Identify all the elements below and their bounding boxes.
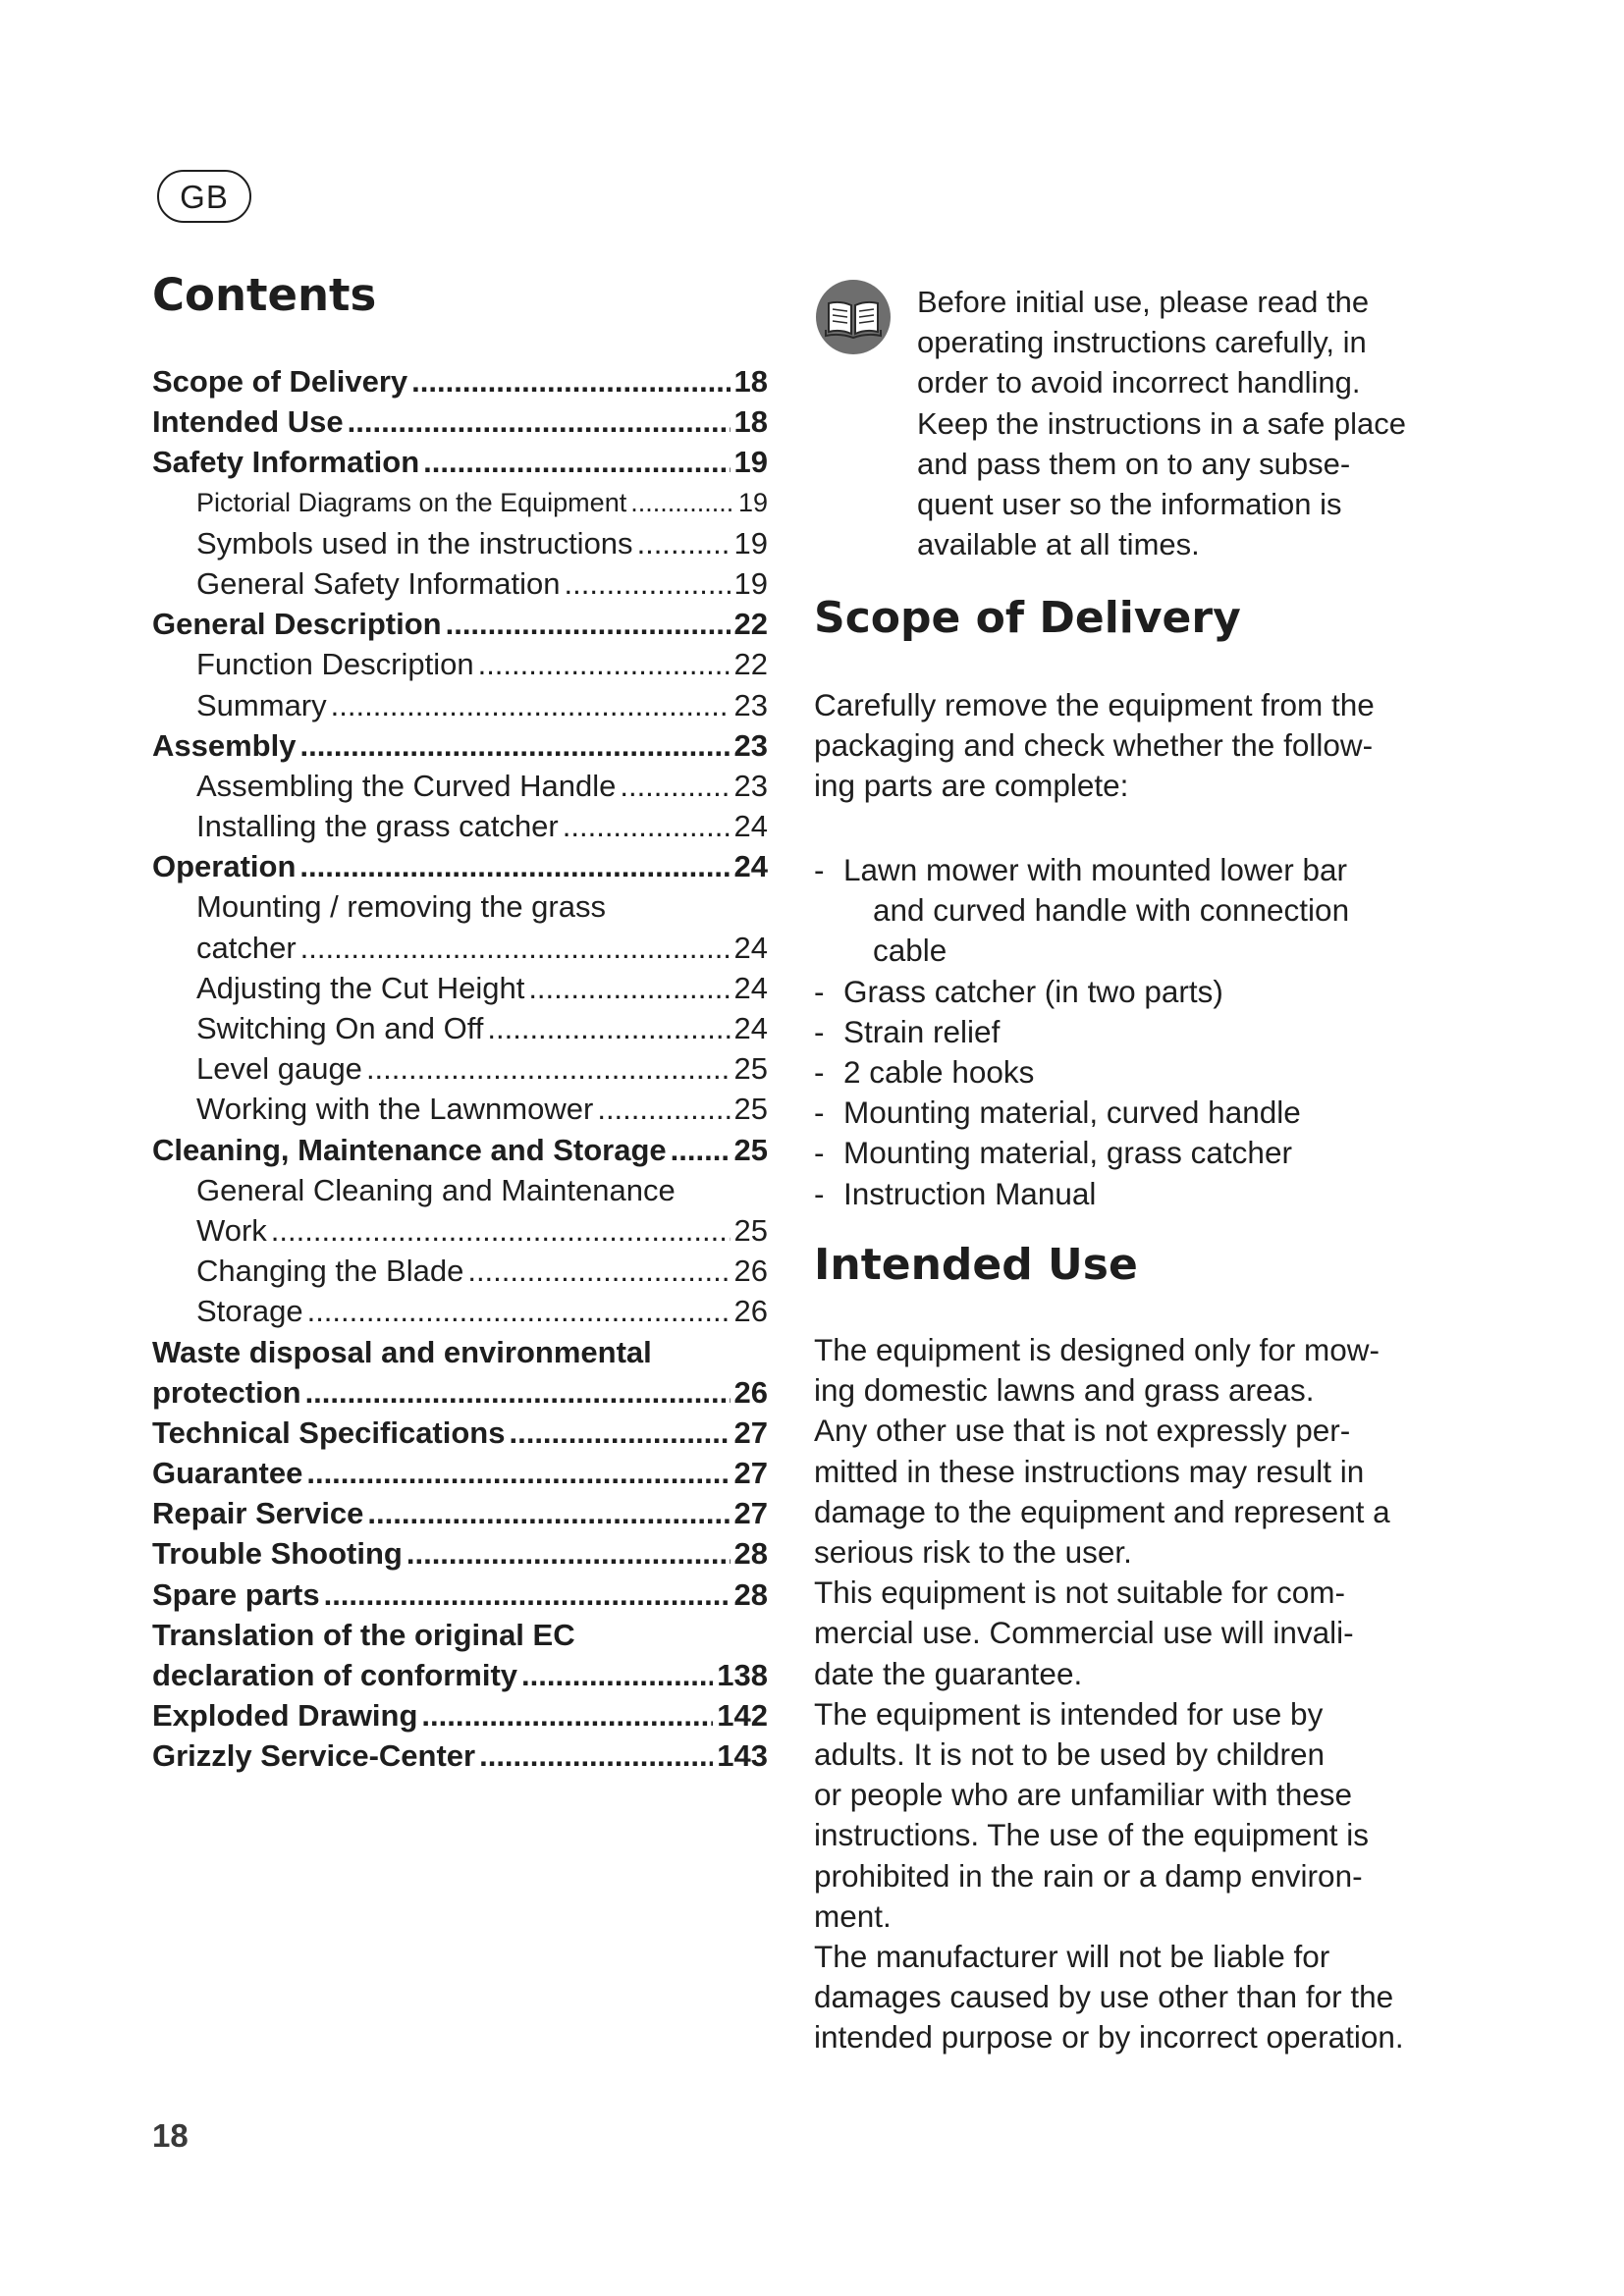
scope-intro-line: packaging and check whether the follow-: [814, 727, 1374, 764]
list-item-continuation: cable: [873, 933, 947, 969]
toc-entry-general-cleaning-line1[interactable]: General Cleaning and Maintenance: [196, 1172, 676, 1207]
list-item: - Mounting material, grass catcher: [814, 1135, 1292, 1171]
toc-entry-waste-disposal-protection[interactable]: protection ..... 26: [152, 1372, 768, 1413]
toc-entry-general-cleaning-work[interactable]: Work ..... 25: [152, 1210, 768, 1251]
list-item: - Instruction Manual: [814, 1175, 1097, 1211]
toc-entry-general-safety-information[interactable]: General Safety Information ..... 19: [152, 563, 768, 604]
toc-entry-symbols-used[interactable]: Symbols used in the instructions ..... 19: [152, 523, 768, 563]
intended-use-line: mitted in these instructions may result in: [814, 1453, 1365, 1489]
list-item-continuation: and curved handle with connection: [873, 892, 1350, 929]
intended-use-line: date the guarantee.: [814, 1655, 1083, 1691]
intended-use-line: This equipment is not suitable for com-: [814, 1575, 1345, 1611]
table-of-contents: [152, 361, 768, 1777]
toc-entry-spare-parts[interactable]: Spare parts ..... 28: [152, 1575, 768, 1615]
intended-use-line: The manufacturer will not be liable for: [814, 1939, 1330, 1975]
intended-use-line: ment.: [814, 1897, 892, 1934]
toc-entry-intended-use[interactable]: Intended Use ..... 18: [152, 401, 768, 442]
toc-entry-switching-on-off[interactable]: Switching On and Off ..... 24: [152, 1008, 768, 1048]
scope-of-delivery-heading: Scope of Delivery: [814, 593, 1241, 643]
notice-line: order to avoid incorrect handling.: [917, 365, 1361, 400]
intended-use-line: prohibited in the rain or a damp environ-: [814, 1857, 1363, 1894]
toc-entry-scope-of-delivery[interactable]: Scope of Delivery ..... 18: [152, 361, 768, 401]
toc-entry-level-gauge[interactable]: Level gauge ..... 25: [152, 1048, 768, 1089]
list-item: - 2 cable hooks: [814, 1054, 1035, 1091]
intended-use-text: [814, 1330, 1404, 2058]
intended-use-line: intended purpose or by incorrect operation.: [814, 2019, 1404, 2056]
scope-intro: [814, 685, 1375, 807]
toc-entry-mounting-removing-grass-line1[interactable]: Mounting / removing the grass: [196, 889, 606, 925]
notice-line: and pass them on to any subse-: [917, 446, 1351, 481]
notice-line: available at all times.: [917, 527, 1200, 562]
toc-entry-function-description[interactable]: Function Description ..... 22: [152, 644, 768, 684]
toc-entry-operation[interactable]: Operation ..... 24: [152, 846, 768, 886]
intended-use-line: damages caused by use other than for the: [814, 1979, 1394, 2015]
intended-use-heading: Intended Use: [814, 1240, 1138, 1290]
list-item: - Grass catcher (in two parts): [814, 973, 1223, 1009]
intended-use-line: mercial use. Commercial use will invali-: [814, 1615, 1354, 1651]
intended-use-line: The equipment is designed only for mow-: [814, 1332, 1380, 1367]
toc-entry-repair-service[interactable]: Repair Service ..... 27: [152, 1493, 768, 1533]
toc-entry-grizzly-service-center[interactable]: Grizzly Service-Center ..... 143: [152, 1735, 768, 1776]
notice-line: operating instructions carefully, in: [917, 325, 1367, 360]
toc-entry-summary[interactable]: Summary ..... 23: [152, 685, 768, 725]
list-item: - Strain relief: [814, 1013, 1001, 1049]
country-badge: GB: [157, 170, 251, 223]
toc-entry-safety-information[interactable]: Safety Information ..... 19: [152, 442, 768, 482]
intended-use-line: instructions. The use of the equipment is: [814, 1817, 1369, 1853]
read-instructions-notice: [917, 282, 1437, 564]
intended-use-line: Any other use that is not expressly per-: [814, 1413, 1351, 1449]
notice-line: quent user so the information is: [917, 487, 1342, 522]
list-item: - Lawn mower with mounted lower bar: [814, 852, 1347, 887]
scope-intro-line: Carefully remove the equipment from the: [814, 687, 1375, 722]
intended-use-line: The equipment is intended for use by: [814, 1695, 1324, 1732]
toc-entry-working-with-lawnmower[interactable]: Working with the Lawnmower ..... 25: [152, 1089, 768, 1129]
intended-use-line: adults. It is not to be used by children: [814, 1736, 1326, 1773]
notice-line: Keep the instructions in a safe place: [917, 405, 1407, 441]
delivery-items-list: [814, 850, 1349, 1214]
scope-intro-line: ing parts are complete:: [814, 768, 1129, 804]
toc-entry-assembling-curved-handle[interactable]: Assembling the Curved Handle ..... 23: [152, 766, 768, 806]
intended-use-line: serious risk to the user.: [814, 1534, 1132, 1571]
intended-use-line: or people who are unfamiliar with these: [814, 1777, 1353, 1813]
intended-use-line: damage to the equipment and represent a: [814, 1493, 1390, 1529]
toc-entry-general-description[interactable]: General Description ..... 22: [152, 604, 768, 644]
toc-entry-pictorial-diagrams[interactable]: Pictorial Diagrams on the Equipment ..... 19: [152, 483, 768, 523]
page-number: 18: [152, 2117, 189, 2154]
toc-entry-assembly[interactable]: Assembly ..... 23: [152, 725, 768, 766]
toc-entry-guarantee[interactable]: Guarantee ..... 27: [152, 1453, 768, 1493]
contents-title: Contents: [152, 269, 377, 321]
toc-entry-cleaning-maintenance-storage[interactable]: Cleaning, Maintenance and Storage ..... 25: [152, 1130, 768, 1170]
toc-entry-changing-blade[interactable]: Changing the Blade ..... 26: [152, 1251, 768, 1291]
toc-entry-installing-grass-catcher[interactable]: Installing the grass catcher ..... 24: [152, 806, 768, 846]
toc-entry-declaration-of-conformity[interactable]: declaration of conformity ..... 138: [152, 1655, 768, 1695]
toc-entry-exploded-drawing[interactable]: Exploded Drawing ..... 142: [152, 1695, 768, 1735]
toc-entry-mounting-removing-grass-catcher[interactable]: catcher ..... 24: [152, 928, 768, 968]
toc-entry-storage[interactable]: Storage ..... 26: [152, 1291, 768, 1331]
toc-entry-translation-line1[interactable]: Translation of the original EC: [152, 1617, 575, 1652]
toc-entry-technical-specifications[interactable]: Technical Specifications ..... 27: [152, 1413, 768, 1453]
notice-line: Before initial use, please read the: [917, 285, 1370, 319]
list-item: - Mounting material, curved handle: [814, 1095, 1301, 1131]
intended-use-line: ing domestic lawns and grass areas.: [814, 1372, 1315, 1409]
book-icon: [815, 279, 892, 355]
toc-entry-adjusting-cut-height[interactable]: Adjusting the Cut Height ..... 24: [152, 968, 768, 1008]
toc-entry-trouble-shooting[interactable]: Trouble Shooting ..... 28: [152, 1533, 768, 1574]
toc-entry-waste-disposal-line1[interactable]: Waste disposal and environmental: [152, 1334, 652, 1369]
